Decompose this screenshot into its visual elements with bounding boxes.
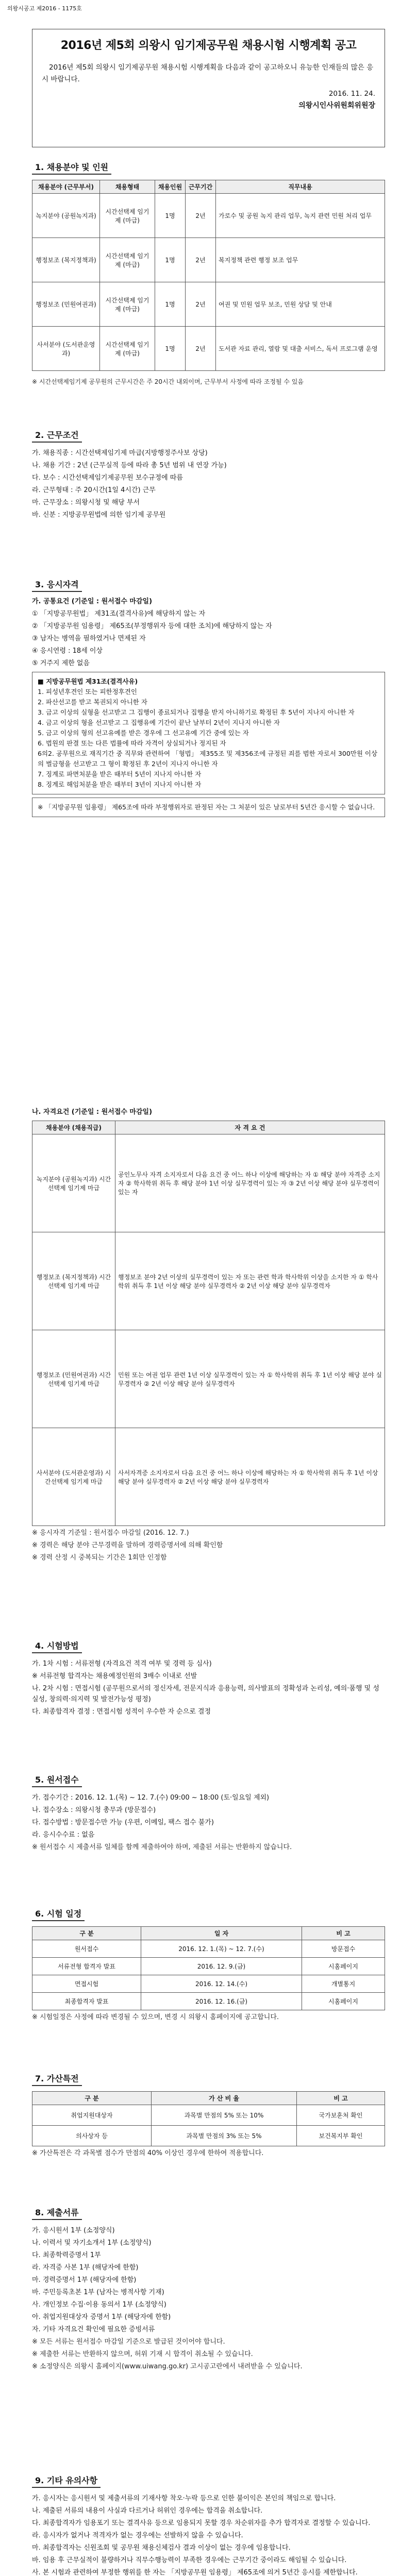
table-row [32, 1134, 385, 1232]
note: ※ 가산특전은 각 과목별 점수가 만점의 40% 이상인 경우에 한하여 적용합니다. [32, 2149, 264, 2157]
list-item: ① 「지방공무원법」 제31조(결격사유)에 해당하지 않는 자 [32, 610, 206, 618]
section-work-conditions [32, 428, 385, 522]
list-item: 마. 근무장소 : 의왕시청 및 해당 부서 [32, 499, 140, 506]
fraud-notice-box: ※ 「지방공무원 임용령」 제65조에 따라 부정행위자로 판정된 자는 그 처분이 있은 날로부터 5년간 응시할 수 없습니다. [32, 798, 385, 817]
section-exam-method [32, 1638, 385, 1719]
list-item: 4. 금고 이상의 형을 선고받고 그 집행유예 기간이 끝난 날부터 2년이 지나지 아니한 자 [38, 719, 280, 726]
note: ※ 모든 서류는 원서접수 마감일 기준으로 발급된 것이어야 합니다. [32, 2338, 225, 2346]
list-item: 2. 파산선고를 받고 복권되지 아니한 자 [38, 698, 147, 706]
cell-field: 녹지분야 (공원녹지과) [32, 194, 100, 238]
cell-step: 최종합격자 발표 [32, 1993, 141, 2010]
section-notes [32, 2473, 385, 2576]
cell-duty: 가로수 및 공원 녹지 관리 업무, 녹지 관련 민원 처리 업무 [216, 194, 385, 238]
cell-period: 2년 [186, 282, 216, 327]
table-row [32, 327, 385, 371]
list-item: 가. 1차 시험 : 서류전형 (자격요건 적격 여부 및 경력 등 심사) [32, 1660, 212, 1668]
table-header: 자 격 요 건 [115, 1121, 385, 1134]
cell-period: 2년 [186, 238, 216, 282]
cell-field: 사서분야 (도서관운영과) 시간선택제 임기제 마급 [32, 1428, 115, 1526]
table-header: 직무내용 [216, 180, 385, 194]
table-row [32, 282, 385, 327]
table-header: 채용형태 [100, 180, 155, 194]
cell-note: 국가보훈처 확인 [297, 2105, 385, 2126]
note: ※ 응시자격 기준일 : 원서접수 마감일 (2016. 12. 7.) [32, 1529, 189, 1537]
list-item: 바. 주민등록초본 1부 (남자는 병적사항 기재) [32, 2289, 164, 2296]
subheading: 나. 자격요건 (기준일 : 원서접수 마감일) [32, 1108, 153, 1116]
cell-field: 녹지분야 (공원녹지과) 시간선택제 임기제 마급 [32, 1134, 115, 1232]
table-row [32, 1330, 385, 1428]
table-row [32, 1975, 385, 1993]
section-heading: 4. 시험방법 [32, 1638, 82, 1653]
note: ※ 제출한 서류는 반환하지 않으며, 허위 기재 시 합격이 취소될 수 있습니다. [32, 2350, 253, 2358]
cell-count: 1명 [155, 194, 186, 238]
note: ※ 경력 산정 시 중복되는 기간은 1회만 인정함 [32, 1554, 167, 1562]
recruitment-table [32, 180, 385, 371]
cell-note: 개별통지 [302, 1975, 385, 1993]
table-row [32, 1958, 385, 1975]
section-qualifications [32, 577, 385, 820]
cell-rate: 과목별 만점의 3% 또는 5% [152, 2126, 297, 2146]
cell-requirement: 민원 또는 여권 업무 관련 1년 이상 실무경력이 있는 자 ① 학사학위 취득 후 1년 이상 해당 분야 실무경력자 ② 2년 이상 해당 분야 실무경력자 [115, 1330, 385, 1428]
list-item: 라. 근무형태 : 주 20시간(1일 4시간) 근무 [32, 486, 156, 494]
note: ※ 소정양식은 의왕시 홈페이지(www.uiwang.go.kr) 고시공고란에서 내려받을 수 있습니다. [32, 2363, 303, 2370]
list-item: 다. 최종학력증명서 1부 [32, 2251, 101, 2259]
list-item: 다. 최종합격자가 임용포기 또는 결격사유 등으로 임용되지 못할 경우 차순위자를 추가 합격자로 결정할 수 있습니다. [32, 2519, 371, 2527]
list-item: 마. 경력증명서 1부 (해당자에 한함) [32, 2276, 137, 2284]
list-item: 아. 취업지원대상자 증명서 1부 (해당자에 한함) [32, 2313, 171, 2321]
cell-requirement: 공인노무사 자격 소지자로서 다음 요건 중 어느 하나 이상에 해당하는 자 ① 해당 분야 자격증 소지자 ② 학사학위 취득 후 해당 분야 1년 이상 실무경력이 있는 자 ③ 2년 이상 해당 분야 실무경력이 있는 자 [115, 1134, 385, 1232]
cell-note: 보건복지부 확인 [297, 2126, 385, 2146]
list-item: 가. 접수기간 : 2016. 12. 1.(목) ~ 12. 7.(수) 09:00 ~ 18:00 (토·일요일 제외) [32, 1794, 270, 1802]
list-item: ② 「지방공무원 임용령」 제65조(부정행위자 등에 대한 조치)에 해당하지 않는 자 [32, 622, 272, 630]
cell-rate: 과목별 만점의 5% 또는 10% [152, 2105, 297, 2126]
table-header: 비 고 [302, 1927, 385, 1940]
note: ※ 경력은 해당 분야 근무경력을 말하며 경력증명서에 의해 확인함 [32, 1541, 223, 1549]
list-item: 마. 최종합격자는 신원조회 및 공무원 채용신체검사 결과 이상이 없는 경우에 임용합니다. [32, 2544, 291, 2552]
list-item: 6. 법원의 판결 또는 다른 법률에 따라 자격이 상실되거나 정지된 자 [38, 739, 226, 747]
table-header: 가 산 비 율 [152, 2092, 297, 2105]
cell-requirement: 사서자격증 소지자로서 다음 요건 중 어느 하나 이상에 해당하는 자 ① 학사학위 취득 후 1년 이상 해당 분야 실무경력자 ② 2년 이상 해당 분야 실무경력자 [115, 1428, 385, 1526]
section-heading: 9. 기타 유의사항 [32, 2473, 101, 2488]
cell-type: 시간선택제 임기제 (마급) [100, 282, 155, 327]
table-header: 구 분 [32, 2092, 152, 2105]
list-item: 나. 2차 시험 : 면접시험 (공무원으로서의 정신자세, 전문지식과 응용능력, 의사발표의 정확성과 논리성, 예의·품행 및 성실성, 창의력·의지력 및 발전가능성 평정) [32, 1685, 379, 1703]
list-item: 나. 채용 기간 : 2년 (근무실적 등에 따라 총 5년 범위 내 연장 가능) [32, 462, 227, 469]
table-header: 채용인원 [155, 180, 186, 194]
list-item: ④ 응시연령 : 18세 이상 [32, 647, 103, 655]
table-row [32, 1993, 385, 2010]
list-item: 다. 최종합격자 결정 : 면접시험 성적이 우수한 자 순으로 결정 [32, 1708, 211, 1716]
section-application [32, 1772, 385, 1854]
page-title: 2016년 제5회 의왕시 임기제공무원 채용시험 시행계획 공고 [60, 39, 357, 52]
issuing-organization: 의왕시인사위원회위원장 [298, 101, 375, 110]
table-row [32, 2126, 385, 2146]
cell-field: 행정보조 (복지정책과) [32, 238, 100, 282]
intro-text: 2016년 제5회 의왕시 임기제공무원 채용시험 시행계획을 다음과 같이 공고하오니 유능한 인재들의 많은 응시 바랍니다. [42, 63, 374, 83]
cell-date: 2016. 12. 16.(금) [141, 1993, 302, 2010]
cell-field: 행정보조 (민원여권과) [32, 282, 100, 327]
announcement-date: 2016. 11. 24. [328, 90, 375, 98]
cell-count: 1명 [155, 282, 186, 327]
cell-date: 2016. 12. 14.(수) [141, 1975, 302, 1993]
list-item: 7. 징계로 파면처분을 받은 때부터 5년이 지나지 아니한 자 [38, 770, 202, 778]
cell-type: 시간선택제 임기제 (마급) [100, 327, 155, 371]
table-header: 채용분야 (근무부서) [32, 180, 100, 194]
list-item: 1. 피성년후견인 또는 피한정후견인 [38, 688, 137, 696]
list-item: 나. 제출된 서류의 내용이 사실과 다르거나 허위인 경우에는 합격을 취소합니다. [32, 2507, 263, 2515]
cell-duty: 도서관 자료 관리, 열람 및 대출 서비스, 독서 프로그램 운영 [216, 327, 385, 371]
disqualification-box [32, 672, 385, 794]
list-item: 라. 응시자가 없거나 적격자가 없는 경우에는 선발하지 않을 수 있습니다. [32, 2532, 243, 2539]
section-heading: 8. 제출서류 [32, 2205, 82, 2220]
note: ※ 원서접수 시 제출서류 일체를 함께 제출하여야 하며, 제출된 서류는 반환하지 않습니다. [32, 1843, 292, 1851]
list-item: 8. 징계로 해임처분을 받은 때부터 3년이 지나지 아니한 자 [38, 781, 202, 788]
list-item: 가. 응시자는 응시원서 및 제출서류의 기재사항 착오·누락 등으로 인한 불이익은 본인의 책임으로 합니다. [32, 2495, 336, 2502]
section-heading: 2. 근무조건 [32, 428, 82, 443]
section-heading: 1. 채용분야 및 인원 [32, 160, 111, 175]
qualification-table [32, 1121, 385, 1526]
section-qualification-requirements [32, 1103, 385, 1565]
cell-field: 행정보조 (복지정책과) 시간선택제 임기제 마급 [32, 1232, 115, 1330]
cell-count: 1명 [155, 327, 186, 371]
title-box [32, 29, 385, 147]
list-item: 나. 접수장소 : 의왕시청 총무과 (방문접수) [32, 1806, 156, 1814]
cell-field: 행정보조 (민원여권과) 시간선택제 임기제 마급 [32, 1330, 115, 1428]
list-item: 라. 자격증 사본 1부 (해당자에 한함) [32, 2264, 139, 2272]
section-heading: 5. 원서접수 [32, 1772, 82, 1787]
cell-duty: 여권 및 민원 업무 보조, 민원 상담 및 안내 [216, 282, 385, 327]
list-item: ※ 서류전형 합격자는 채용예정인원의 3배수 이내로 선발 [32, 1672, 197, 1680]
cell-count: 1명 [155, 238, 186, 282]
list-item: 사. 본 시험과 관련하여 부정한 행위를 한 자는 「지방공무원 임용령」 제65조에 의거 5년간 응시를 제한합니다. [32, 2569, 358, 2576]
list-item: 3. 금고 이상의 실형을 선고받고 그 집행이 종료되거나 집행을 받지 아니하기로 확정된 후 5년이 지나지 아니한 자 [38, 708, 355, 716]
table-row [32, 1232, 385, 1330]
cell-step: 면접시험 [32, 1975, 141, 1993]
section-heading: 7. 가산특전 [32, 2071, 82, 2086]
section-bonus-points [32, 2071, 385, 2160]
cell-note: 시홈페이지 [302, 1958, 385, 1975]
section-recruitment [32, 160, 385, 392]
section-heading: 3. 응시자격 [32, 577, 82, 592]
section-heading: 6. 시험 일정 [32, 1906, 85, 1921]
cell-note: 시홈페이지 [302, 1993, 385, 2010]
cell-date: 2016. 12. 9.(금) [141, 1958, 302, 1975]
table-header: 일 자 [141, 1927, 302, 1940]
cell-field: 사서분야 (도서관운영과) [32, 327, 100, 371]
table-header: 근무기간 [186, 180, 216, 194]
section-schedule [32, 1906, 385, 2024]
table-header: 비 고 [297, 2092, 385, 2105]
table-row [32, 238, 385, 282]
list-item: 바. 임용 후 근무실적이 불량하거나 직무수행능력이 부족한 경우에는 근무기간 중이라도 해임될 수 있습니다. [32, 2556, 347, 2564]
bonus-table [32, 2091, 385, 2146]
list-item: 6의2. 공무원으로 재직기간 중 직무와 관련하여 「형법」 제355조 및 제356조에 규정된 죄를 범한 자로서 300만원 이상의 벌금형을 선고받고 그 형이 확정된 후 2년이 지나지 아니한 자 [38, 750, 378, 768]
section-required-documents [32, 2205, 385, 2374]
cell-date: 2016. 12. 1.(목) ~ 12. 7.(수) [141, 1940, 302, 1958]
schedule-table [32, 1926, 385, 2010]
cell-category: 의사상자 등 [32, 2126, 152, 2146]
subheading: 가. 공통요건 (기준일 : 원서접수 마감일) [32, 598, 153, 605]
list-item: 다. 접수방법 : 방문접수만 가능 (우편, 이메일, 팩스 접수 불가) [32, 1819, 214, 1826]
list-item: 다. 보수 : 시간선택제임기제공무원 보수규정에 따름 [32, 474, 183, 482]
cell-requirement: 행정보조 분야 2년 이상의 실무경력이 있는 자 또는 관련 학과 학사학위 이상을 소지한 자 ① 학사학위 취득 후 1년 이상 해당 분야 실무경력자 ② 2년 이상 해당 분야 실무경력자 [115, 1232, 385, 1330]
cell-step: 원서접수 [32, 1940, 141, 1958]
cell-type: 시간선택제 임기제 (마급) [100, 194, 155, 238]
cell-type: 시간선택제 임기제 (마급) [100, 238, 155, 282]
table-row [32, 2105, 385, 2126]
table-row [32, 194, 385, 238]
table-row [32, 1428, 385, 1526]
table-row [32, 1940, 385, 1958]
list-item: 사. 개인정보 수집·이용 동의서 1부 (소정양식) [32, 2301, 166, 2309]
list-item: 5. 금고 이상의 형의 선고유예를 받은 경우에 그 선고유예 기간 중에 있는 자 [38, 729, 249, 737]
cell-period: 2년 [186, 327, 216, 371]
table-header: 구 분 [32, 1927, 141, 1940]
list-item: 가. 채용직종 : 시간선택제임기제 마급(지방행정주사보 상당) [32, 449, 208, 457]
box-title: ■ 지방공무원법 제31조(결격사유) [38, 677, 138, 685]
list-item: 바. 신분 : 지방공무원법에 의한 임기제 공무원 [32, 511, 166, 519]
list-item: ③ 남자는 병역을 필하였거나 면제된 자 [32, 635, 146, 642]
list-item: 나. 이력서 및 자기소개서 1부 (소정양식) [32, 2239, 152, 2247]
cell-duty: 복지정책 관련 행정 보조 업무 [216, 238, 385, 282]
table-header: 채용분야 (채용직급) [32, 1121, 115, 1134]
table-note: ※ 시간선택제임기제 공무원의 근무시간은 주 20시간 내외이며, 근무부서 사정에 따라 조정될 수 있음 [32, 378, 304, 385]
note: ※ 시험일정은 사정에 따라 변경될 수 있으며, 변경 시 의왕시 홈페이지에 공고합니다. [32, 2013, 279, 2021]
list-item: 라. 응시수수료 : 없음 [32, 1831, 95, 1839]
list-item: 가. 응시원서 1부 (소정양식) [32, 2227, 115, 2234]
cell-category: 취업지원대상자 [32, 2105, 152, 2126]
cell-period: 2년 [186, 194, 216, 238]
list-item: 자. 기타 자격요건 확인에 필요한 증빙서류 [32, 2326, 155, 2333]
cell-step: 서류전형 합격자 발표 [32, 1958, 141, 1975]
header-note: 의왕시공고 제2016 - 1175호 [7, 5, 82, 12]
cell-note: 방문접수 [302, 1940, 385, 1958]
list-item: ⑤ 거주지 제한 없음 [32, 659, 90, 667]
